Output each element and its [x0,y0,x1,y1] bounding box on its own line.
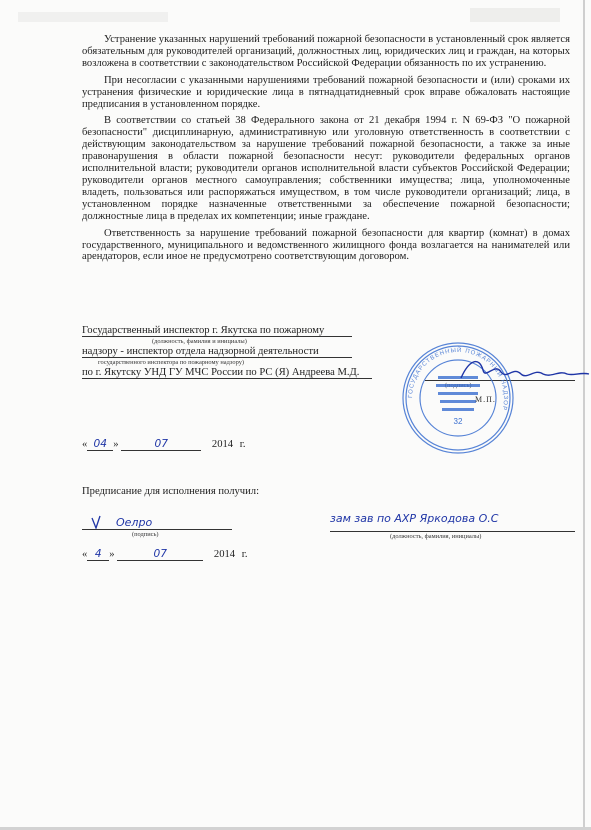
inspector-line-2: надзору - инспектор отдела надзорной деятельности [82,346,352,358]
date-1: « 04 » 07 2014 г. [82,438,246,450]
paragraph-elimination: Устранение указанных нарушений требований пожарной безопасности в установленный срок является обязательным для руководителей организаций, должностных лиц, юридических лиц и граждан, на которых возложена в соответствии с законодательством Российской Федерации обязанность по их устранению. [82,34,570,69]
paragraph-responsibility: В соответствии со статьей 38 Федерального закона от 21 декабря 1994 г. N 69-ФЗ "О пожарной безопасности" дисциплинарную, административную или уголовную ответственность в соответствии с действующим законодательством за нарушение требований пожарной безопасности, а также за иные правонарушения в области пожарной безопасности несут: руководители федеральных органов исполнительной власти; руководители органов исполнительной власти субъектов Российской Федерации; руководители органов местного самоуправления; собственники имущества; лица, уполномоченные владеть, пользоваться или распоряжаться имуществом, в том числе руководители организаций; лица, в установленном порядке назначенные ответственными за обеспечение пожарной безопасности; должностные лица в пределах их компетенции; иные граждане. [82,115,570,222]
date-1-year: 2014 [211,439,234,450]
scan-artifact [470,8,560,22]
receiver-sign-line [82,528,232,530]
inspector-line-1: Государственный инспектор г. Якутска по пожарному [82,325,352,337]
inspector-signature [455,352,591,388]
inspector-caption-2: государственного инспектора по пожарному надзору) [98,359,245,366]
date-2-month: 07 [117,548,203,561]
receiver-position-caption: (должность, фамилия, инициалы) [390,533,482,540]
receiver-signature-text: Оелро [116,516,153,529]
date-1-day: 04 [87,438,113,451]
stamp-center-number: 32 [453,417,463,426]
scan-artifact [18,12,168,22]
inspector-line-3: по г. Якутску УНД ГУ МЧС России по РС (Я) Андреева М.Д. [82,367,372,379]
date-2-year: 2014 [213,549,236,560]
page-edge [583,0,585,830]
date-2: « 4 » 07 2014 г. [82,548,248,560]
body-text [82,34,570,268]
paragraph-tenants: Ответственность за нарушение требований пожарной безопасности для квартир (комнат) в домах государственного, муниципального и ведомственного жилищного фонда возлагается на нанимателей или арендаторов, если иное не предусмотрено соответствующим договором. [82,227,570,263]
date-2-day: 4 [87,548,109,561]
stamp-ring-text: ГОСУДАРСТВЕННЫЙ ПОЖАРНЫЙ НАДЗОР [407,347,509,412]
receiver-position-line [330,530,575,532]
receiver-handwritten-position: зам зав по АХР Яркодова О.С [330,512,499,525]
stamp-place-label: М.П. [475,395,496,404]
receipt-label: Предписание для исполнения получил: [82,486,260,497]
paragraph-appeal: При несогласии с указанными нарушениями требований пожарной безопасности и (или) сроками их устранения физические и юридические лица в пятнадцатидневный срок вправе обжаловать настоящие предписания в установленном порядке. [82,74,570,110]
date-1-month: 07 [121,438,201,451]
receiver-sign-caption: (подпись) [132,531,159,538]
inspector-caption-1: (должность, фамилия и инициалы) [152,338,247,345]
